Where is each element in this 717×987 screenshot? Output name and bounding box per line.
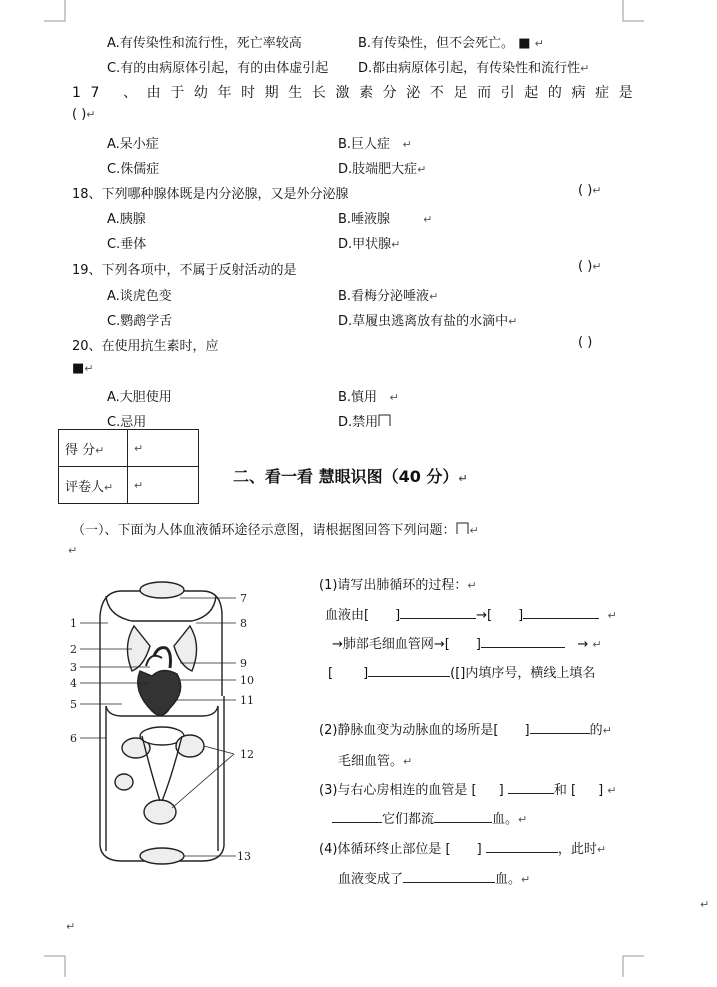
diagram-label-12: 12	[240, 748, 254, 761]
q16-option-b-wrap	[358, 32, 544, 51]
q1-title: (1)请写出肺循环的过程：	[319, 578, 468, 593]
paragraph-mark-icon: ↵	[402, 138, 412, 151]
q18-option-b: B.唾液腺	[338, 212, 391, 227]
paragraph-mark-icon: ↵	[134, 441, 144, 455]
q20-option-b: B.慎用	[338, 390, 378, 405]
q20-option-b-wrap	[338, 386, 399, 405]
q1-blank-2-name[interactable]	[523, 606, 599, 619]
q1-blank-1-name[interactable]	[400, 606, 476, 619]
black-square-icon: ■	[518, 36, 531, 51]
q2-line-2-wrap	[338, 750, 412, 769]
q4-blank-blood-type[interactable]	[403, 870, 495, 883]
q4-bracket-close: ]	[476, 842, 482, 857]
diagram-label-11: 11	[240, 694, 254, 707]
diagram-label-1: 1	[70, 617, 77, 630]
paragraph-mark-icon: ↵	[596, 843, 607, 856]
q4-line-1	[319, 838, 606, 857]
upper-body-capillaries	[140, 582, 184, 598]
q4-text-2: 血液变成了	[338, 872, 404, 887]
q4-suffix-2: 血。	[495, 872, 522, 887]
q3-bracket-close-2: ]	[598, 783, 604, 798]
q20-marker-wrap	[72, 361, 94, 376]
paragraph-mark-icon: ↵	[95, 443, 105, 457]
paragraph-mark-icon: ↵	[602, 724, 612, 737]
q3-text: (3)与右心房相连的血管是 [	[319, 783, 477, 798]
paragraph-mark-icon: ↵	[467, 579, 477, 592]
paragraph-mark-icon: ↵	[469, 524, 479, 537]
q18-option-d: D.甲状腺	[338, 237, 392, 252]
score-label-cell	[59, 430, 128, 467]
q16-option-b: B.有传染性，但不会死亡。	[358, 36, 515, 51]
q3-line-2	[332, 808, 527, 827]
paragraph-mark-icon: ↵	[607, 784, 617, 797]
paragraph-mark-icon: ↵	[389, 391, 399, 404]
q1-line-4	[328, 662, 595, 681]
part-1-intro-wrap	[72, 519, 479, 538]
grader-label: 评卷人	[65, 479, 105, 495]
q16-option-a: A.有传染性和流行性，死亡率较高	[107, 36, 302, 51]
intestine-capillaries	[144, 800, 176, 824]
q18-option-d-wrap	[338, 233, 400, 252]
q1-line-2	[325, 604, 617, 623]
paragraph-mark-icon: ↵	[417, 163, 427, 176]
q19-answer-paren: ( )	[578, 259, 593, 274]
q3-blank-1-name[interactable]	[508, 781, 554, 794]
q1-title-wrap	[319, 574, 477, 593]
q19-option-b: B.看梅分泌唾液	[338, 289, 430, 304]
score-table	[58, 429, 199, 504]
q2-line-2: 毛细血管。	[338, 754, 404, 769]
paragraph-mark-icon: ↵	[607, 609, 617, 622]
grader-value-cell[interactable]	[128, 467, 199, 504]
paragraph-mark-icon: ↵	[592, 184, 602, 197]
q20-stem: 20、在使用抗生素时，应	[72, 339, 219, 354]
paragraph-mark-icon: ↵	[518, 813, 528, 826]
q17-option-c: C.侏儒症	[107, 162, 160, 177]
q17-answer-paren: ( )	[72, 107, 87, 122]
q2-line-1	[319, 719, 612, 738]
paragraph-mark-icon: ↵	[592, 260, 602, 273]
paragraph-mark-icon: ↵	[534, 37, 544, 50]
part-1-intro: （一）、下面为人体血液循环途径示意图，请根据图回答下列问题：	[72, 523, 456, 538]
q18-answer-paren: ( )	[578, 183, 593, 198]
paragraph-mark-icon: ↵	[68, 544, 78, 557]
diagram-label-8: 8	[240, 617, 247, 630]
pulmonary-vessel-left	[100, 591, 122, 696]
q2-blank-name[interactable]	[530, 721, 590, 734]
paragraph-mark-icon: ↵	[429, 290, 439, 303]
q20-option-a: A.大胆使用	[107, 390, 172, 405]
diagram-label-10: 10	[240, 674, 254, 687]
q19-option-d: D.草履虫逃离放有盐的水滴中	[338, 314, 509, 329]
q3-line-1	[319, 779, 617, 798]
paragraph-mark-icon: ↵	[423, 213, 433, 226]
paragraph-mark-icon: ↵	[508, 315, 518, 328]
q4-text: (4)体循环终止部位是 [	[319, 842, 451, 857]
grader-label-cell	[59, 467, 128, 504]
crop-mark-top-right	[622, 0, 644, 22]
q17-option-b: B.巨人症	[338, 137, 391, 152]
diagram-label-5: 5	[70, 698, 77, 711]
diagram-label-6: 6	[70, 732, 77, 745]
q1-bracket-open-4: [	[328, 666, 334, 681]
q16-option-d-wrap	[358, 57, 589, 76]
black-square-icon: ■	[72, 361, 85, 376]
q3-bracket-close-1: ]	[498, 783, 504, 798]
q2-suffix: 的	[589, 723, 603, 738]
q4-suffix: ，此时	[557, 842, 597, 857]
score-value-cell[interactable]	[128, 430, 199, 467]
q3-blank-2-name[interactable]	[332, 810, 382, 823]
q2-text: (2)静脉血变为动脉血的场所是[	[319, 723, 499, 738]
q1-line-3	[332, 633, 602, 652]
q20-answer-paren: ( )	[578, 335, 593, 350]
paragraph-mark-icon: ↵	[521, 873, 531, 886]
paragraph-mark-icon: ↵	[84, 362, 94, 375]
section-2-heading: 二、看一看 慧眼识图（40 分）	[233, 467, 459, 486]
q19-option-b-wrap	[338, 285, 438, 304]
diagram-label-3: 3	[70, 661, 77, 674]
diagram-label-13: 13	[237, 850, 251, 863]
q18-option-a: A.胰腺	[107, 212, 146, 227]
q1-blank-3-name[interactable]	[481, 635, 565, 648]
lower-body-capillaries	[140, 848, 184, 864]
heart	[138, 670, 181, 715]
q17-option-b-wrap	[338, 133, 412, 152]
q1-bracket-close-2: ]	[518, 608, 524, 623]
q1-instructions: ([]内填序号，横线上填名	[450, 666, 596, 681]
q19-option-a: A.谈虎色变	[107, 289, 172, 304]
q17-paren-wrap	[72, 107, 96, 122]
q17-stem: 17 、由于幼年时期生长激素分泌不足而引起的病症是	[72, 85, 643, 101]
paragraph-mark-icon: ↵	[403, 755, 413, 768]
q19-option-d-wrap	[338, 310, 517, 329]
paragraph-mark-icon: ↵	[134, 478, 144, 492]
q2-bracket-close: ]	[524, 723, 530, 738]
paragraph-mark-icon: ↵	[580, 62, 590, 75]
q3-suffix: 血。	[492, 812, 519, 827]
q19-paren-wrap	[578, 259, 602, 274]
right-lung	[174, 626, 197, 671]
q4-line-2	[338, 868, 530, 887]
q1-bracket-close-4: ]	[363, 666, 369, 681]
q3-flow-text: 它们都流	[382, 812, 435, 827]
q17-option-d-wrap	[338, 158, 426, 177]
diagram-label-9: 9	[240, 657, 247, 670]
paragraph-mark-icon: ↵	[86, 108, 96, 121]
q18-option-c: C.垂体	[107, 237, 147, 252]
paragraph-mark-icon: ↵	[391, 238, 401, 251]
q18-paren-wrap	[578, 183, 602, 198]
q18-option-b-wrap	[338, 208, 432, 227]
q19-option-c: C.鹦鹉学舌	[107, 314, 173, 329]
diagram-label-7: 7	[240, 592, 247, 605]
q19-stem: 19、下列各项中，不属于反射活动的是	[72, 263, 297, 278]
q1-bracket-close-3: ]	[475, 637, 481, 652]
diagram-label-4: 4	[70, 677, 77, 690]
q3-and: 和 [	[553, 783, 577, 798]
q20-option-c: C.忌用	[107, 415, 147, 430]
score-label: 得 分	[65, 442, 96, 458]
section-2-heading-wrap	[233, 464, 468, 487]
crop-mark-top-left	[44, 0, 66, 22]
q20-option-d-wrap	[338, 411, 392, 430]
crop-mark-bottom-left	[44, 955, 66, 977]
paragraph-mark-icon: ↵	[458, 472, 468, 485]
q1-bracket-close-1: ]	[395, 608, 401, 623]
crop-mark-bottom-right	[622, 955, 644, 977]
paragraph-mark-icon: ↵	[592, 638, 602, 651]
q20-option-d: D.禁用	[338, 415, 379, 430]
paragraph-mark-icon: ↵	[700, 898, 710, 911]
paragraph-mark-icon: ↵	[66, 920, 76, 933]
paragraph-mark-icon: ↵	[104, 480, 114, 494]
q4-blank-name[interactable]	[486, 840, 558, 853]
kidney-capillaries	[115, 774, 133, 790]
q17-option-d: D.肢端肥大症	[338, 162, 418, 177]
q1-blank-4-name[interactable]	[368, 664, 450, 677]
q3-blank-blood-type[interactable]	[434, 810, 492, 823]
diagram-label-2: 2	[70, 643, 77, 656]
q1-arrow-1: →[	[476, 608, 493, 623]
blood-circulation-diagram	[62, 576, 262, 876]
q1-arrow-2: →	[577, 637, 589, 652]
stomach-capillaries	[176, 735, 204, 757]
text-box-icon	[378, 414, 392, 427]
q18-stem: 18、下列哪种腺体既是内分泌腺，又是外分泌腺	[72, 187, 349, 202]
q1-text-lung-capillaries: →肺部毛细血管网→[	[332, 637, 450, 652]
text-box-icon	[456, 522, 470, 535]
q1-text-from: 血液由[	[325, 608, 370, 623]
q16-option-d: D.都由病原体引起，有传染性和流行性	[358, 61, 581, 76]
q17-option-a: A.呆小症	[107, 137, 159, 152]
q16-option-c: C.有的由病原体引起，有的由体虚引起	[107, 61, 329, 76]
